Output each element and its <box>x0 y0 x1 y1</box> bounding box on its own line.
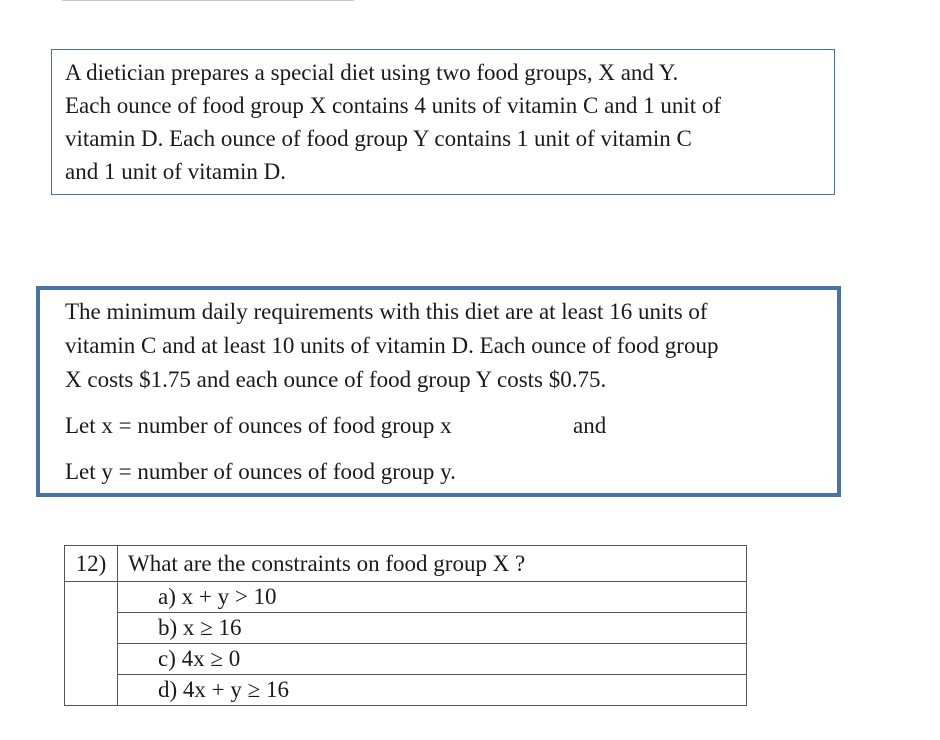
context-line: and 1 unit of vitamin D. <box>65 159 287 184</box>
question-row <box>65 546 747 582</box>
option-c[interactable]: c) 4x ≥ 0 <box>118 644 747 675</box>
question-table <box>64 545 747 706</box>
question-number: 12) <box>65 546 118 582</box>
option-row <box>65 644 747 675</box>
context-line: vitamin D. Each ounce of food group Y contains 1 unit of vitamin C <box>65 126 692 151</box>
option-row <box>65 582 747 613</box>
let-x-text: Let x = number of ounces of food group x <box>65 413 452 438</box>
requirements-line: The minimum daily requirements with this diet are at least 16 units of <box>65 299 708 324</box>
requirements-box <box>36 286 841 497</box>
top-divider-line <box>62 0 354 1</box>
option-row <box>65 675 747 706</box>
and-word: and <box>573 413 607 438</box>
requirements-line: vitamin C and at least 10 units of vitamin D. Each ounce of food group <box>65 333 719 358</box>
option-row <box>65 613 747 644</box>
option-a[interactable]: a) x + y > 10 <box>118 582 747 613</box>
context-line: Each ounce of food group X contains 4 units of vitamin C and 1 unit of <box>65 93 722 118</box>
option-b[interactable]: b) x ≥ 16 <box>118 613 747 644</box>
requirements-line: X costs $1.75 and each ounce of food group Y costs $0.75. <box>65 367 607 392</box>
variable-definition-x <box>65 409 837 443</box>
option-d[interactable]: d) 4x + y ≥ 16 <box>118 675 747 706</box>
context-line: A dietician prepares a special diet using two food groups, X and Y. <box>65 60 679 85</box>
question-text: What are the constraints on food group X ? <box>118 546 747 582</box>
problem-context-box <box>51 49 835 195</box>
variable-definition-y: Let y = number of ounces of food group y. <box>65 459 456 484</box>
